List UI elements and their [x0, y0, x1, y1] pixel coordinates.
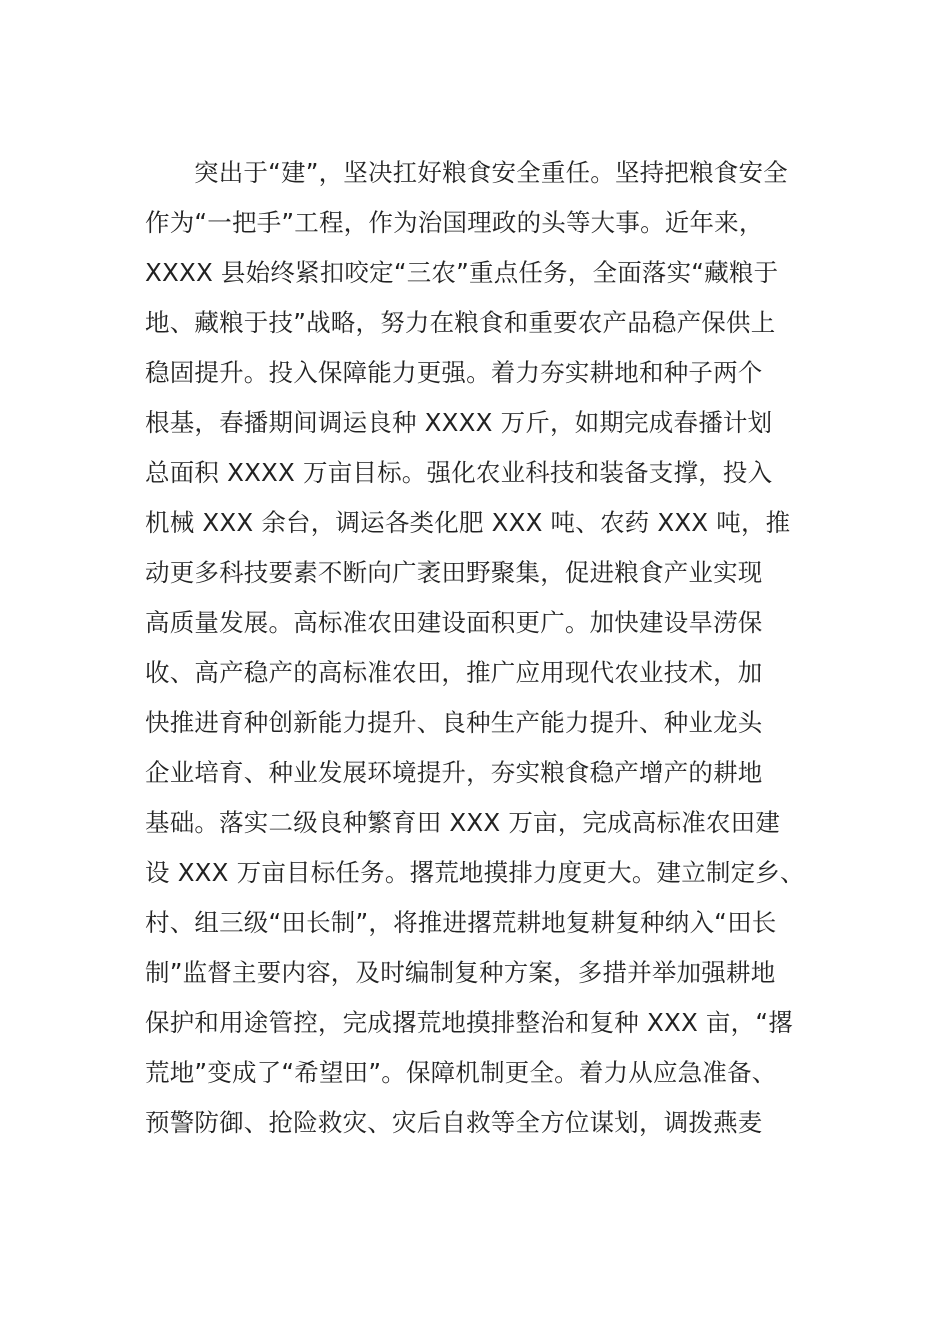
- paragraph-line: 作为“一把手”工程，作为治国理政的头等大事。近年来，: [145, 208, 764, 237]
- paragraph-line: 快推进育种创新能力提升、良种生产能力提升、种业龙头: [145, 708, 763, 737]
- paragraph-line: 地、藏粮于技”战略，努力在粮食和重要农产品稳产保供上: [145, 308, 776, 337]
- paragraph-line: 根基，春播期间调运良种 XXXX 万斤，如期完成春播计划: [145, 408, 773, 437]
- body-paragraph: [145, 150, 815, 1150]
- paragraph-line: 高质量发展。高标准农田建设面积更广。加快建设旱涝保: [145, 608, 763, 637]
- paragraph-line: 基础。落实二级良种繁育田 XXX 万亩，完成高标准农田建: [145, 808, 781, 837]
- paragraph-line: 保护和用途管控，完成撂荒地摸排整治和复种 XXX 亩，“撂: [145, 1008, 793, 1037]
- paragraph-line: 稳固提升。投入保障能力更强。着力夯实耕地和种子两个: [145, 358, 763, 387]
- paragraph-line: 设 XXX 万亩目标任务。撂荒地摸排力度更大。建立制定乡、: [145, 858, 805, 887]
- paragraph-line: 动更多科技要素不断向广袤田野聚集，促进粮食产业实现: [145, 558, 763, 587]
- paragraph-line: 企业培育、种业发展环境提升，夯实粮食稳产增产的耕地: [145, 758, 763, 787]
- paragraph-line: 村、组三级“田长制”，将推进撂荒耕地复耕复种纳入“田长: [145, 908, 777, 937]
- paragraph-line: XXXX 县始终紧扣咬定“三农”重点任务，全面落实“藏粮于: [145, 258, 779, 287]
- paragraph-line: 机械 XXX 余台，调运各类化肥 XXX 吨、农药 XXX 吨，推: [145, 508, 791, 537]
- paragraph-line: 收、高产稳产的高标准农田，推广应用现代农业技术，加: [145, 658, 763, 687]
- paragraph-line: 制”监督主要内容，及时编制复种方案，多措并举加强耕地: [145, 958, 776, 987]
- paragraph-line: 突出于“建”，坚决扛好粮食安全重任。坚持把粮食安全: [194, 158, 788, 187]
- paragraph-line: 预警防御、抢险救灾、灾后自救等全方位谋划，调拨燕麦: [145, 1108, 763, 1137]
- paragraph-line: 荒地”变成了“希望田”。保障机制更全。着力从应急准备、: [145, 1058, 777, 1087]
- paragraph-line: 总面积 XXXX 万亩目标。强化农业科技和装备支撑，投入: [145, 458, 773, 487]
